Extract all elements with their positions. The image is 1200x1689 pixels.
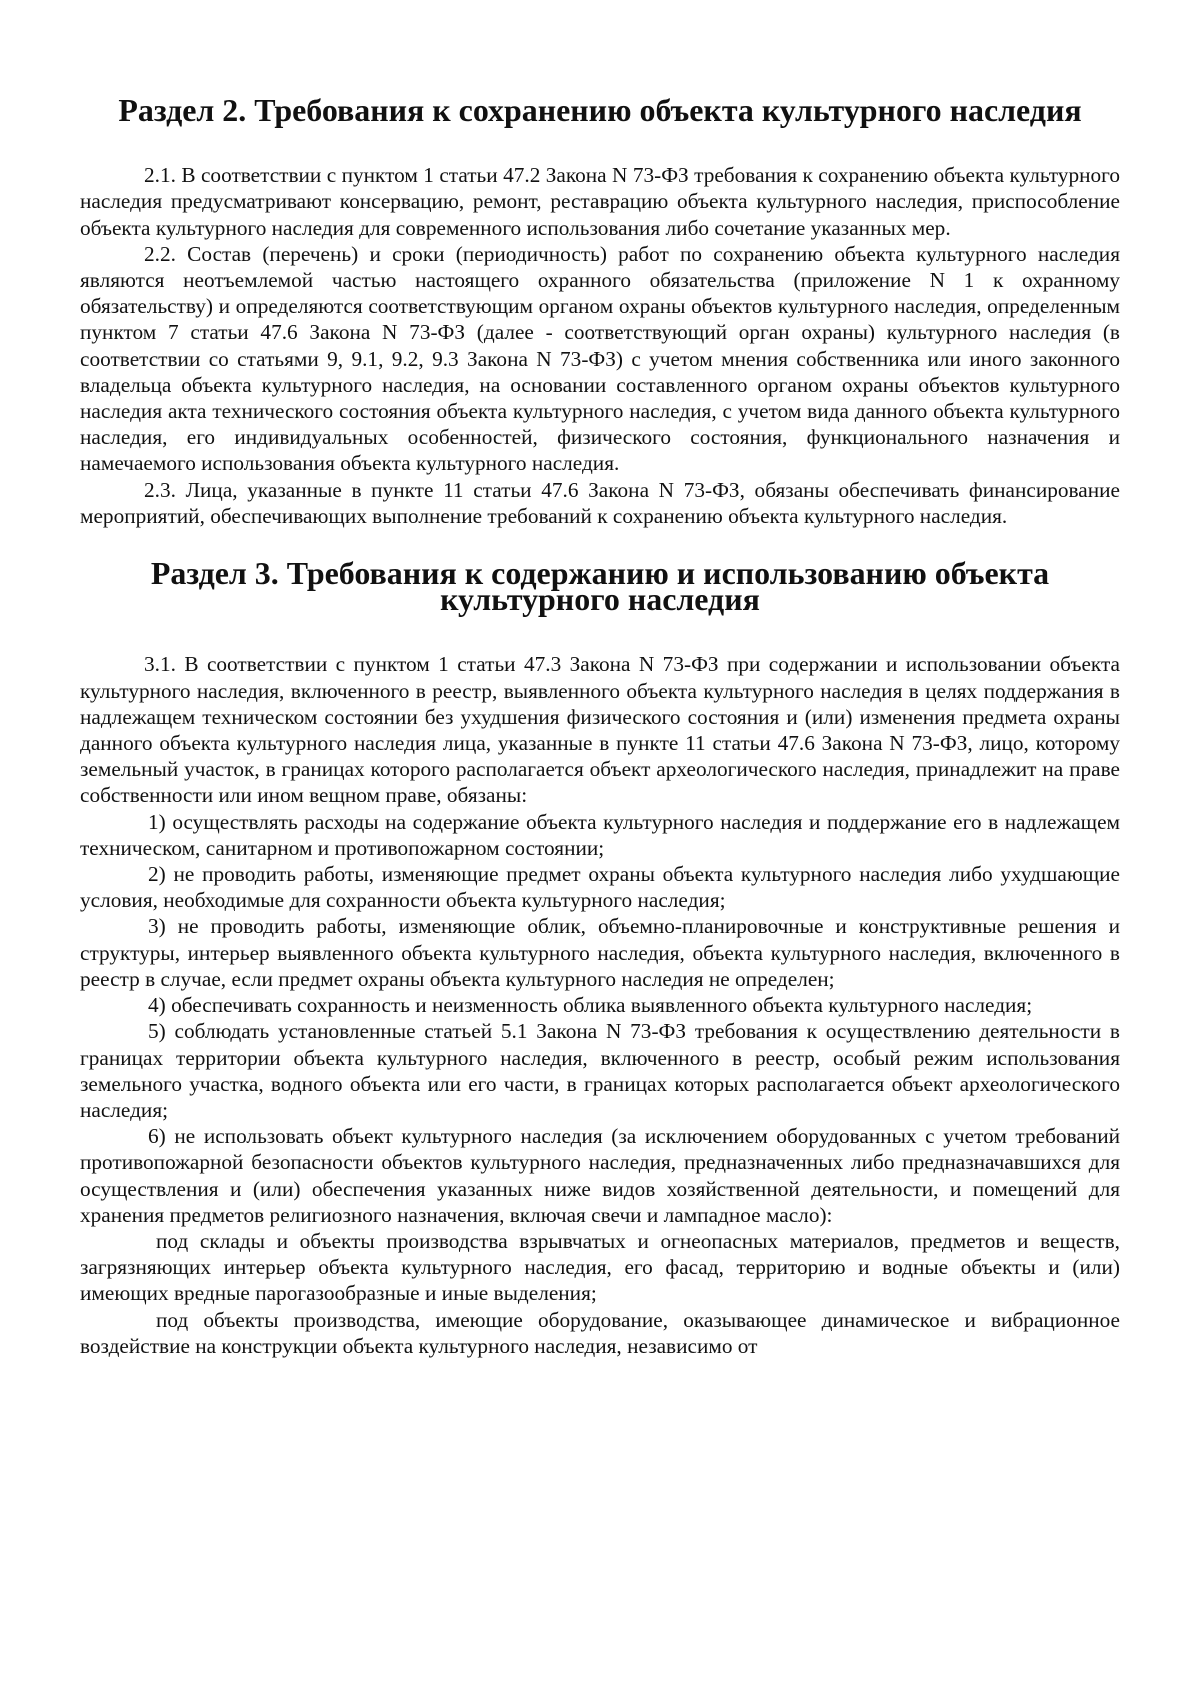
section-2-title: Раздел 2. Требования к сохранению объекта культурного наследия — [118, 93, 1082, 128]
section-3-title: Раздел 3. Требования к содержанию и использованию объекта культурного наследия — [150, 556, 1050, 618]
paragraph-2-3: 2.3. Лица, указанные в пункте 11 статьи 47.6 Закона N 73-ФЗ, обязаны обеспечивать финансирование мероприятий, обеспечивающих выполнение требований к сохранению объекта культурного наследия. — [80, 477, 1120, 528]
paragraph-2-2: 2.2. Состав (перечень) и сроки (периодичность) работ по сохранению объекта культурного наследия являются неотъемлемой частью настоящего охранного обязательства (приложение N 1 к охранному обязательству) и определяются соответствующим органом охраны объектов культурного наследия, определенным пунктом 7 статьи 47.6 Закона N 73-ФЗ (далее - соответствующий орган охраны) культурного наследия (в соответствии со статьями 9, 9.1, 9.2, 9.3 Закона N 73-ФЗ) с учетом мнения собственника или иного законного владельца объекта культурного наследия, на основании составленного органом охраны объектов культурного наследия акта технического состояния объекта культурного наследия, с учетом вида данного объекта культурного наследия, его индивидуальных особенностей, физического состояния, функционального назначения и намечаемого использования объекта культурного наследия. — [80, 241, 1120, 476]
paragraph-2-1: 2.1. В соответствии с пунктом 1 статьи 47.2 Закона N 73-ФЗ требования к сохранению объекта культурного наследия предусматривают консервацию, ремонт, реставрацию объекта культурного наследия, приспособление объекта культурного наследия для современного использования либо сочетание указанных мер. — [80, 163, 1120, 240]
list-item-3: 3) не проводить работы, изменяющие облик, объемно-планировочные и конструктивные решения и структуры, интерьер выявленного объекта культурного наследия, объекта культурного наследия, включенного в реестр в случае, если предмет охраны объекта культурного наследия не определен; — [80, 914, 1120, 991]
list-item-5: 5) соблюдать установленные статьей 5.1 Закона N 73-ФЗ требования к осуществлению деятельности в границах территории объекта культурного наследия, включенного в реестр, особый режим использования земельного участка, водного объекта или его части, в границах которых располагается объект археологического наследия; — [80, 1019, 1120, 1122]
paragraph-3-1: 3.1. В соответствии с пунктом 1 статьи 47.3 Закона N 73-ФЗ при содержании и использовании объекта культурного наследия, включенного в реестр, выявленного объекта культурного наследия в целях поддержания в надлежащем техническом состоянии без ухудшения физического состояния и (или) изменения предмета охраны данного объекта культурного наследия лица, указанные в пункте 11 статьи 47.6 Закона N 73-ФЗ, лицо, которому земельный участок, в границах которого располагается объект археологического наследия, принадлежит на праве собственности или ином вещном праве, обязаны: — [80, 652, 1120, 808]
list-item-4: 4) обеспечивать сохранность и неизменность облика выявленного объекта культурного наследия; — [148, 993, 1033, 1018]
list-item-6: 6) не использовать объект культурного наследия (за исключением оборудованных с учетом требований противопожарной безопасности объектов культурного наследия, предназначенных либо предназначавшихся для осуществления и (или) обеспечения указанных ниже видов хозяйственной деятельности, и помещений для хранения предметов религиозного назначения, включая свечи и лампадное масло): — [80, 1124, 1120, 1227]
list-item-1: 1) осуществлять расходы на содержание объекта культурного наследия и поддержание его в надлежащем техническом, санитарном и противопожарном состоянии; — [80, 809, 1120, 860]
document-page — [80, 80, 1120, 1359]
sub-item-warehouses: под склады и объекты производства взрывчатых и огнеопасных материалов, предметов и веществ, загрязняющих интерьер объекта культурного наследия, его фасад, территорию и водные объекты и (или) имеющих вредные парогазообразные и иные выделения; — [80, 1228, 1120, 1306]
sub-item-production: под объекты производства, имеющие оборудование, оказывающее динамическое и вибрационное воздействие на конструкции объекта культурного наследия, независимо от — [80, 1307, 1120, 1358]
list-item-2: 2) не проводить работы, изменяющие предмет охраны объекта культурного наследия либо ухудшающие условия, необходимые для сохранности объекта культурного наследия; — [80, 862, 1120, 913]
